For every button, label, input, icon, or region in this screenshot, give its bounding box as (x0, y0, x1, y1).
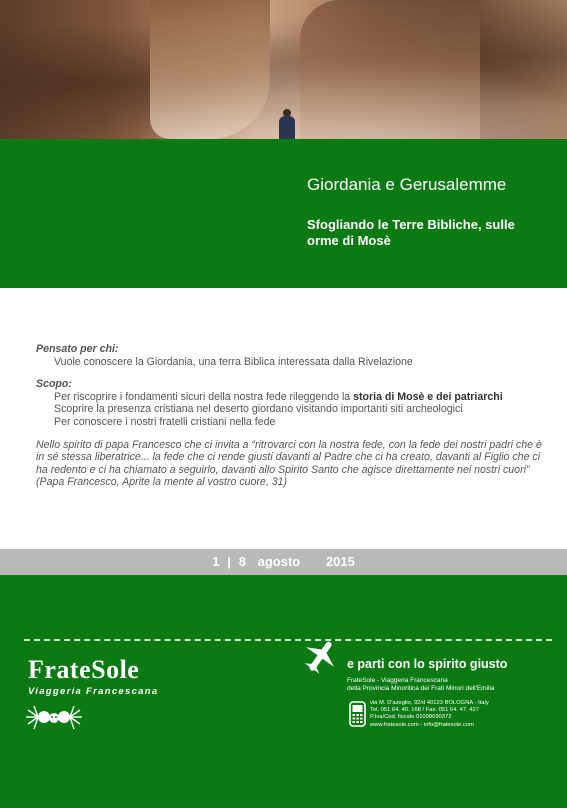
airplane-icon (300, 637, 340, 677)
description (36, 343, 546, 489)
scopo-item-2: Scoprire la presenza cristiana nel deserto giordano visitando importanti siti archeologici (54, 403, 463, 416)
page-title: Giordania e Gerusalemme (307, 175, 507, 194)
papa-quote: Nello spirito di papa Francesco che ci invita a “ritrovarci con la nostra fede, con la fede dei nostri padri che è in sé stessa liberatrice... la fede che ci rende giusti davanti al Padre che ci ha creato, davanti al Figlio che ci ha redento e ci ha chiamato a seguirlo, davanti allo Spirito Santo che agisce direttamente nei nostri cuori” (Papa Francesco, Aprite la mente al vostro cuore, 31) (36, 438, 542, 489)
header-photo (0, 0, 567, 139)
address-line: via M. D'azeglio, 92/d 40123 BOLOGNA - Italy (370, 700, 489, 706)
scopo-item-3: Per conoscere i nostri fratelli cristiani nella fede (54, 415, 276, 428)
photo-rock-right (300, 0, 480, 139)
vat-line: P.Iva/Cod. fiscale 01098690372 (370, 714, 452, 721)
fratesole-logo-icon (24, 702, 84, 732)
scopo-label: Scopo: (36, 378, 72, 391)
org-line-1: FrateSole - Viaggeria Francescana (347, 677, 448, 684)
phone-line: Tel. 051 64. 40. 168 / Fax. 051 64. 47. 427 (370, 707, 479, 714)
date-year: 2015 (325, 554, 355, 569)
date-end: 8 (238, 554, 247, 569)
page-subtitle: Sfogliando le Terre Bibliche, sulle orme di Mosè (307, 217, 515, 248)
scopo-item-1-text: Per riscoprire i fondamenti sicuri della nostra fede rileggendo la (54, 390, 354, 403)
date-separator: | (227, 555, 231, 569)
brand-name: FrateSole (28, 655, 140, 684)
brand-subtitle: Viaggeria Francescana (28, 686, 159, 697)
pensato-label: Pensato per chi: (36, 343, 119, 355)
scopo-item-1 (36, 391, 546, 404)
trip-dates (0, 549, 567, 575)
footer-divider (24, 639, 552, 641)
pensato-text: Vuole conoscere la Giordania, una terra Biblica interessata dalla Rivelazione (54, 355, 413, 368)
date-start: 1 (212, 554, 220, 569)
mobile-phone-icon (349, 701, 366, 727)
scopo-item-1-bold: storia di Mosè e dei patriarchi (353, 390, 503, 403)
title-band (0, 139, 567, 288)
date-month: agosto (257, 554, 301, 569)
web-line: www.fratesole.com - info@fratesole.com (370, 721, 474, 728)
org-line-2: della Provincia Minoritica dei Frati Minori dell'Emilia (347, 685, 495, 692)
org-info (347, 677, 495, 693)
contact-info (370, 700, 489, 729)
photo-rock-left (150, 0, 270, 139)
tagline: e parti con lo spirito giusto (347, 657, 508, 671)
photo-person (279, 116, 295, 139)
